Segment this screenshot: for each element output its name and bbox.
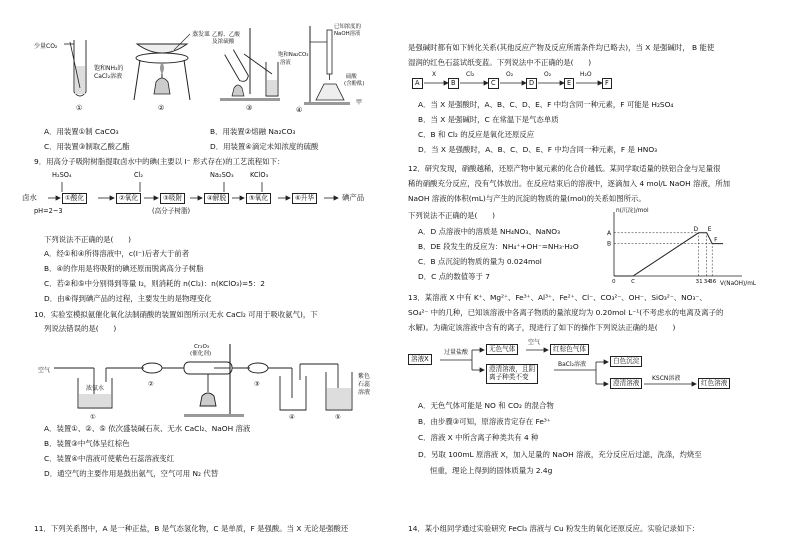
fig2-air-label: 空气 bbox=[38, 367, 51, 374]
fig1-label-jia: 甲 bbox=[356, 99, 363, 106]
q9-question: 下列说法不正确的是( ) bbox=[44, 235, 132, 244]
q13-start: 溶液X bbox=[408, 354, 432, 365]
q8-option-d: D．用装置④滴定未知浓度的硫酸 bbox=[210, 142, 319, 151]
q13-clear-1: 澄清溶液，且阴 bbox=[489, 365, 536, 373]
x-tick-label: 31 bbox=[695, 279, 703, 285]
fig1-label-phenol: (含酚酞) bbox=[344, 81, 365, 87]
chain-arrows bbox=[408, 71, 628, 92]
q11-continue-1: 是强碱时都有如下转化关系(其他反应产物及反应所需条件均已略去)，当 X 是强碱时， B 能使 bbox=[408, 43, 715, 52]
fig2-marker-4: ④ bbox=[289, 413, 295, 421]
q10-option-a: A．装置①、②、⑤ 依次盛装碱石灰、无水 CaCl₂、NaOH 溶液 bbox=[44, 424, 251, 433]
q13-air: 空气 bbox=[528, 339, 541, 346]
chain-x: X bbox=[432, 71, 437, 78]
q11-option-d: D．当 X 是强酸时，A、B、C、D、E、F 中均含同一种元素，F 是 HNO₃ bbox=[418, 145, 658, 154]
apparatus-2 bbox=[134, 30, 210, 112]
q10-stem-2: 列说法错误的是( ) bbox=[44, 324, 117, 333]
fig1-label-co2: 少量CO₂ bbox=[34, 43, 58, 50]
q13-line-1: 13．某溶液 X 中有 K⁺、Mg²⁺、Fe³⁺、Al³⁺、Fe²⁺、Cl⁻、CO₃²⁻、OH⁻、SiO₃²⁻、NO₃⁻、 bbox=[408, 293, 707, 302]
q11-option-a: A．当 X 是强酸时，A、B、C、D、E、F 中均含同一种元素，F 可能是 H₂SO₄ bbox=[418, 100, 674, 109]
fig2-marker-3: ③ bbox=[254, 380, 260, 388]
q8-option-b: B．用装置②熔融 Na₂CO₃ bbox=[210, 127, 296, 136]
apparatus-figure-1 bbox=[34, 22, 390, 112]
chain-cl2: Cl₂ bbox=[466, 71, 475, 78]
q13-line-2: SO₄²⁻ 中的几种，已知该溶液中各离子物质的量浓度均为 0.20mol L⁻¹(不考虑水的电离及离子的 bbox=[408, 308, 724, 317]
apparatus-1 bbox=[34, 40, 123, 112]
q11-option-b: B．当 X 是强碱时，C 在常温下是气态单质 bbox=[418, 115, 559, 124]
q13-clear bbox=[486, 364, 538, 384]
point-label: D bbox=[693, 225, 699, 233]
flow-reagent-kclo3: KClO₃ bbox=[250, 171, 269, 179]
chain-h2o: H₂O bbox=[580, 71, 592, 78]
point-label: F bbox=[714, 236, 718, 244]
x-tick-label: 36 bbox=[709, 279, 717, 285]
flow-ph: pH=2~3 bbox=[34, 207, 63, 215]
q9-option-a: A．经①和④所得溶液中，c(I⁻)后者大于前者 bbox=[44, 249, 190, 258]
q13-white: 白色沉淀 bbox=[610, 356, 642, 367]
q12-option-b: B．DE 段发生的反应为：NH₄⁺+OH⁻=NH₃·H₂O bbox=[418, 242, 579, 251]
chain-d: D bbox=[526, 78, 537, 89]
q9-option-b: B．④的作用是将吸附的碘还原而脱离高分子树脂 bbox=[44, 264, 204, 273]
q13-kscn: KSCN溶液 bbox=[652, 375, 681, 382]
flow-step-4: ④解脱 bbox=[204, 193, 229, 204]
q13-option-b: B．由步骤③可知，原溶液肯定存在 Fe³⁺ bbox=[418, 417, 551, 426]
q11-stem: 11．下列关系图中，A 是一种正盐，B 是气态氢化物，C 是单质，F 是强酸。当 X 无论是强酸还 bbox=[34, 524, 349, 533]
q10-option-c: C．装置④中溶液可使紫色石蕊溶液变红 bbox=[44, 454, 175, 463]
fig2-litmus-2: 石蕊 bbox=[358, 381, 371, 388]
q13-line-3: 水解)。为确定该溶液中含有的离子，现进行了如下的操作下列说法正确的是( ) bbox=[408, 323, 676, 332]
point-label: E bbox=[707, 225, 712, 233]
y-axis-label: n(沉淀)/mol bbox=[616, 208, 649, 214]
q12-chart bbox=[600, 210, 762, 290]
q10-option-d: D．通空气的主要作用是鼓出氨气，空气可用 N₂ 代替 bbox=[44, 469, 219, 478]
q12-line-3: NaOH 溶液的体积(mL)与产生的沉淀的物质的量(mol)的关系如图所示。 bbox=[408, 194, 646, 203]
apparatus-figure-2 bbox=[34, 338, 390, 420]
fig1-marker-1: ① bbox=[76, 104, 83, 112]
q12-line-2: 稀的硝酸充分反应，没有气体放出。在反应结束后的溶液中，逐滴加入 4 mol/L NaOH 溶液，所加 bbox=[408, 179, 730, 188]
q13-option-d: D．另取 100mL 原溶液 X，加入足量的 NaOH 溶液，充分反应后过滤，洗涤，灼烧至 bbox=[418, 450, 702, 459]
fig1-label-cacl2: CaCl₂溶液 bbox=[94, 73, 123, 80]
q13-red: 红色溶液 bbox=[698, 378, 730, 389]
x-tick-label: 34 bbox=[703, 279, 711, 285]
y-tick-label: B bbox=[607, 240, 612, 248]
flow-step-2: ②氧化 bbox=[116, 193, 141, 204]
fig2-ammonia-label: 浓氨水 bbox=[86, 385, 105, 392]
q10-stem-1: 10．实验室模拟氨催化氧化法制硝酸的装置如图所示(无水 CaCl₂ 可用于吸收氨气)，下 bbox=[34, 310, 318, 319]
q8-option-a: A．用装置①制 CaCO₃ bbox=[44, 127, 119, 136]
q11-continue-2: 湿润的红色石蕊试纸变蓝。下列说法中不正确的是( ) bbox=[408, 58, 592, 67]
q11-chain bbox=[408, 71, 768, 92]
flow-reagent-na2so3: Na₂SO₃ bbox=[210, 171, 234, 179]
q13-flowchart bbox=[408, 340, 768, 396]
q12-option-d: D．C 点的数值等于 7 bbox=[418, 272, 490, 281]
fig2-catalyst-2: (催化剂) bbox=[190, 351, 212, 357]
q13-brown: 红棕色气体 bbox=[550, 344, 589, 355]
chain-b: B bbox=[448, 78, 459, 89]
chain-a: A bbox=[412, 78, 423, 89]
fig1-label-solution: 溶液 bbox=[280, 60, 291, 66]
q13-acid: 过量盐酸 bbox=[444, 349, 469, 356]
fig2-catalyst-1: Cr₂O₃ bbox=[194, 344, 210, 350]
flow-step-5: ⑤氧化 bbox=[246, 193, 271, 204]
fig1-label-acid: 硫酸 bbox=[346, 74, 357, 80]
fig1-label-known: 已知浓度的 bbox=[334, 24, 361, 30]
chain-o2-2: O₂ bbox=[544, 71, 552, 78]
q13-option-d-cont: 恒重，理论上得到的固体质量为 2.4g bbox=[430, 466, 553, 475]
q13-gas: 无色气体 bbox=[486, 344, 518, 355]
chain-o2-1: O₂ bbox=[506, 71, 514, 78]
fig1-label-dish: 蒸发皿 bbox=[192, 31, 211, 38]
chain-e: E bbox=[564, 78, 574, 89]
q9-option-c: C．若②和⑤中分别得到等量 I₂，则消耗的 n(Cl₂)：n(KClO₃)=5：2 bbox=[44, 279, 266, 288]
q12-option-c: C．B 点沉淀的物质的量为 0.024mol bbox=[418, 257, 542, 266]
q12-line-1: 12．研究发现，硝酸越稀，还原产物中氮元素的化合价越低。某同学取适量的铁铝合金与足量很 bbox=[408, 164, 721, 173]
flow-step-3: ③吸附 bbox=[160, 193, 185, 204]
chain-f: F bbox=[602, 78, 612, 89]
q12-question: 下列说法不正确的是( ) bbox=[408, 211, 496, 220]
flow-end: 碘产品 bbox=[342, 193, 365, 202]
q8-option-c: C．用装置③制取乙酸乙酯 bbox=[44, 142, 130, 151]
fig1-marker-2: ② bbox=[158, 104, 165, 112]
q12-option-a: A．D 点溶液中的溶质是 NH₄NO₃、NaNO₃ bbox=[418, 227, 561, 236]
fig2-marker-2: ② bbox=[148, 380, 154, 388]
flow-reagent-h2so4: H₂SO₄ bbox=[52, 171, 72, 179]
fig1-label-ethanol: 乙醇、乙酸 bbox=[212, 32, 240, 38]
q10-option-b: B．装置③中气体呈红棕色 bbox=[44, 439, 130, 448]
flow-reagent-cl2: Cl₂ bbox=[134, 171, 144, 179]
q9-stem: 9．用高分子吸附树脂提取卤水中的碘(主要以 I⁻ 形式存在)的工艺流程如下： bbox=[34, 157, 285, 166]
fig1-marker-3: ③ bbox=[246, 104, 253, 112]
y-tick-label: A bbox=[607, 229, 612, 237]
apparatus-4 bbox=[296, 22, 364, 114]
fig1-marker-4: ④ bbox=[296, 106, 303, 114]
x-tick-label: C bbox=[631, 279, 635, 285]
fig1-label-naoh: NaOH溶液 bbox=[334, 31, 361, 37]
fig1-label-h2so4: 及浓硫酸 bbox=[212, 39, 235, 45]
fig2-marker-1: ① bbox=[90, 413, 96, 421]
q13-clear2: 澄清溶液 bbox=[610, 378, 642, 389]
left-column bbox=[22, 0, 390, 560]
chain-c: C bbox=[488, 78, 499, 89]
q13-option-a: A．无色气体可能是 NO 和 CO₂ 的混合物 bbox=[418, 401, 554, 410]
flow-step-6: ⑥升华 bbox=[292, 193, 317, 204]
flow-resin: (高分子树脂) bbox=[152, 207, 191, 215]
flow-start: 卤水 bbox=[22, 193, 37, 202]
q13-clear-2: 离子种类不变 bbox=[489, 372, 529, 381]
right-column bbox=[408, 0, 768, 560]
x-axis-label: V(NaOH)/mL bbox=[720, 281, 757, 287]
q9-flowchart bbox=[22, 171, 390, 228]
fig1-label-nh3: 饱和NH₃的 bbox=[94, 65, 124, 72]
fig1-label-na2co3: 饱和Na₂CO₃ bbox=[278, 52, 309, 58]
x-tick-label: 0 bbox=[612, 279, 616, 285]
q11-option-c: C．B 和 Cl₂ 的反应是氧化还原反应 bbox=[418, 130, 535, 139]
apparatus-3 bbox=[212, 28, 308, 112]
q13-option-c: C．溶液 X 中所含离子种类共有 4 种 bbox=[418, 433, 539, 442]
fig2-litmus-1: 紫色 bbox=[358, 373, 371, 380]
fig2-litmus-3: 溶液 bbox=[358, 389, 371, 396]
q14-stem: 14．某小组同学通过实验研究 FeCl₃ 溶液与 Cu 粉发生的氧化还原反应。实验记录如下： bbox=[408, 524, 700, 533]
flow-step-1: ①酸化 bbox=[62, 193, 87, 204]
q9-option-d: D．由⑥得到碘产品的过程，主要发生的是物理变化 bbox=[44, 294, 212, 303]
fig2-marker-5: ⑤ bbox=[335, 413, 341, 421]
q13-bacl2: BaCl₂溶液 bbox=[558, 361, 587, 368]
